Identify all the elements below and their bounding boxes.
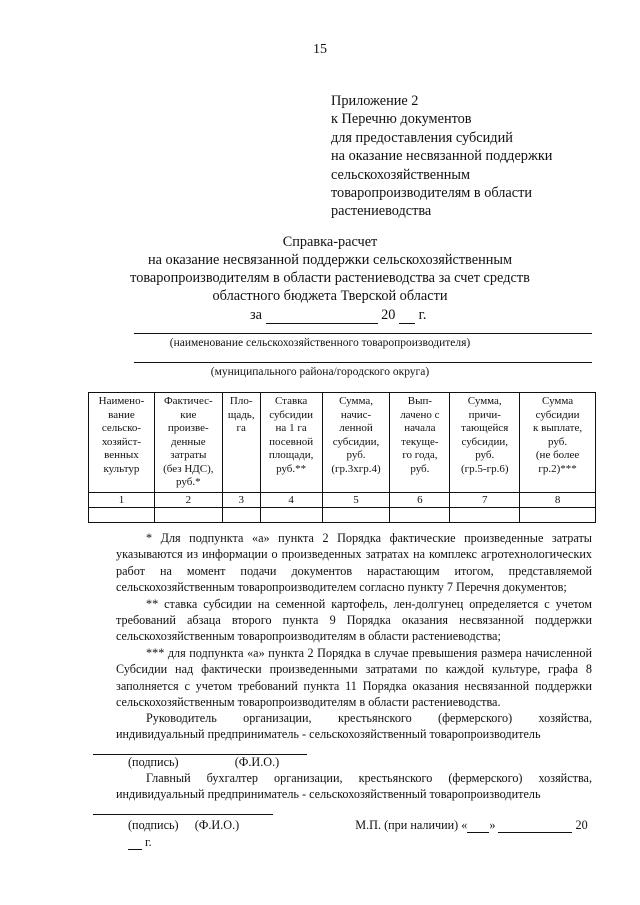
appendix-line: на оказание несвязанной поддержки xyxy=(331,148,553,165)
footnote-1: * Для подпункта «а» пункта 2 Порядка фактические произведенные затраты указываются из информации о произведенных затратах на комплекс агротехнологических работ на момент подачи документов нарастающим итогом, представляемой сельскохозяйственным товаропроизводителем согласно пункту 7 Перечня документов; xyxy=(116,531,592,595)
column-number-cell: 3 xyxy=(222,492,260,507)
month-blank xyxy=(498,816,572,833)
table-header-cell: Сумма, начис- ленной субсидии, руб. (гр.3хгр.4) xyxy=(322,393,390,493)
document-subtitle-line: на оказание несвязанной поддержки сельскохозяйственным xyxy=(147,252,513,268)
district-line xyxy=(134,362,592,363)
head-title-line: индивидуальный предприниматель - сельскохозяйственный товаропроизводитель xyxy=(116,727,541,741)
period-prefix: за xyxy=(250,307,262,323)
district-caption: (муниципального района/городского округа) xyxy=(210,366,430,378)
period-blank xyxy=(266,305,378,324)
stamp-caption: М.П. (при наличии) xyxy=(355,818,459,832)
appendix-header xyxy=(331,92,591,221)
appendix-line: к Перечню документов xyxy=(331,111,472,128)
page-number: 15 xyxy=(313,42,327,57)
signature-caption: (подпись) xyxy=(128,755,179,769)
calculation-table xyxy=(88,392,596,523)
appendix-line: растениеводства xyxy=(331,203,432,220)
table-header-cell: Сумма субсидии к выплате, руб. (не более гр.2)*** xyxy=(520,393,596,493)
day-blank xyxy=(467,816,489,833)
table-cell xyxy=(260,507,322,522)
column-number-cell: 1 xyxy=(89,492,155,507)
document-title: Справка-расчет xyxy=(282,234,378,250)
head-title-line: Руководитель организации, крестьянского (фермерского) хозяйства, xyxy=(146,711,592,725)
footnotes xyxy=(116,530,592,710)
table-header-cell: Наимено- вание сельско- хозяйст- венных культур xyxy=(89,393,155,493)
signature-caption: (подпись) xyxy=(128,818,179,832)
date-close-quote: » xyxy=(489,818,496,832)
producer-caption: (наименование сельскохозяйственного товаропроизводителя) xyxy=(169,337,471,349)
document-subtitle-line: областного бюджета Тверской области xyxy=(212,288,448,304)
table-cell xyxy=(520,507,596,522)
accountant-title-line: Главный бухгалтер организации, крестьянского (фермерского) хозяйства, xyxy=(146,771,592,785)
date-open-quote: « xyxy=(461,818,468,832)
appendix-line: для предоставления субсидий xyxy=(331,129,513,146)
table-empty-row xyxy=(89,507,596,522)
producer-name-line xyxy=(134,333,592,334)
column-number-cell: 2 xyxy=(154,492,222,507)
footnote-2: ** ставка субсидии на семенной картофель, лен-долгунец определяется с учетом требований абзаца второго пункта 9 Порядка оказания несвязанной поддержки сельскохозяйственным товаропроизводителям в области растениеводства; xyxy=(116,596,592,644)
appendix-line: сельскохозяйственным xyxy=(331,166,471,183)
column-number-cell: 8 xyxy=(520,492,596,507)
head-signature-captions xyxy=(128,754,604,770)
year-blank xyxy=(128,833,142,850)
table-cell xyxy=(154,507,222,522)
table-header-cell: Фактичес- кие произве- денные затраты (без НДС), руб.* xyxy=(154,393,222,493)
column-number-cell: 6 xyxy=(390,492,450,507)
table-cell xyxy=(89,507,155,522)
date-year: 20 xyxy=(575,818,588,832)
table-cell xyxy=(322,507,390,522)
table-cell xyxy=(390,507,450,522)
accountant-signature-captions xyxy=(128,816,598,850)
table-cell xyxy=(222,507,260,522)
period-suffix: г. xyxy=(418,307,427,323)
appendix-line: Приложение 2 xyxy=(331,93,419,109)
period-year: 20 xyxy=(381,307,396,323)
table-cell xyxy=(450,507,520,522)
date-year-suffix: г. xyxy=(145,835,152,849)
table-header-cell: Пло- щадь, га xyxy=(222,393,260,493)
period-line xyxy=(250,305,450,324)
name-caption: (Ф.И.О.) xyxy=(234,755,280,769)
accountant-signature-block xyxy=(116,770,592,802)
appendix-line: товаропроизводителям в области xyxy=(331,185,533,202)
accountant-title-line: индивидуальный предприниматель - сельскохозяйственный товаропроизводитель xyxy=(116,787,541,801)
column-number-cell: 7 xyxy=(450,492,520,507)
table-header-cell: Ставка субсидии на 1 га посевной площади, руб.** xyxy=(260,393,322,493)
name-caption: (Ф.И.О.) xyxy=(194,818,240,832)
footnote-3: *** для подпункта «а» пункта 2 Порядка в случае превышения размера начисленной Субсидии над фактически произведенными затратами по каждой культуре, графа 8 заполняется с учетом требований пункта 11 Порядка оказания несвязанной поддержки сельскохозяйственным товаропроизводителям в области растениеводства. xyxy=(116,645,592,710)
column-number-cell: 5 xyxy=(322,492,390,507)
table-header-cell: Сумма, причи- тающейся субсидии, руб. (гр.5-гр.6) xyxy=(450,393,520,493)
head-signature-block xyxy=(116,710,592,742)
year-blank xyxy=(399,305,415,324)
table-header-cell: Вып- лачено с начала текуще- го года, руб. xyxy=(390,393,450,493)
accountant-signature-line xyxy=(93,814,273,815)
table-header-row xyxy=(89,393,596,493)
table-column-number-row xyxy=(89,492,596,507)
document-subtitle-line: товаропроизводителям в области растениеводства за счет средств xyxy=(130,270,530,286)
column-number-cell: 4 xyxy=(260,492,322,507)
